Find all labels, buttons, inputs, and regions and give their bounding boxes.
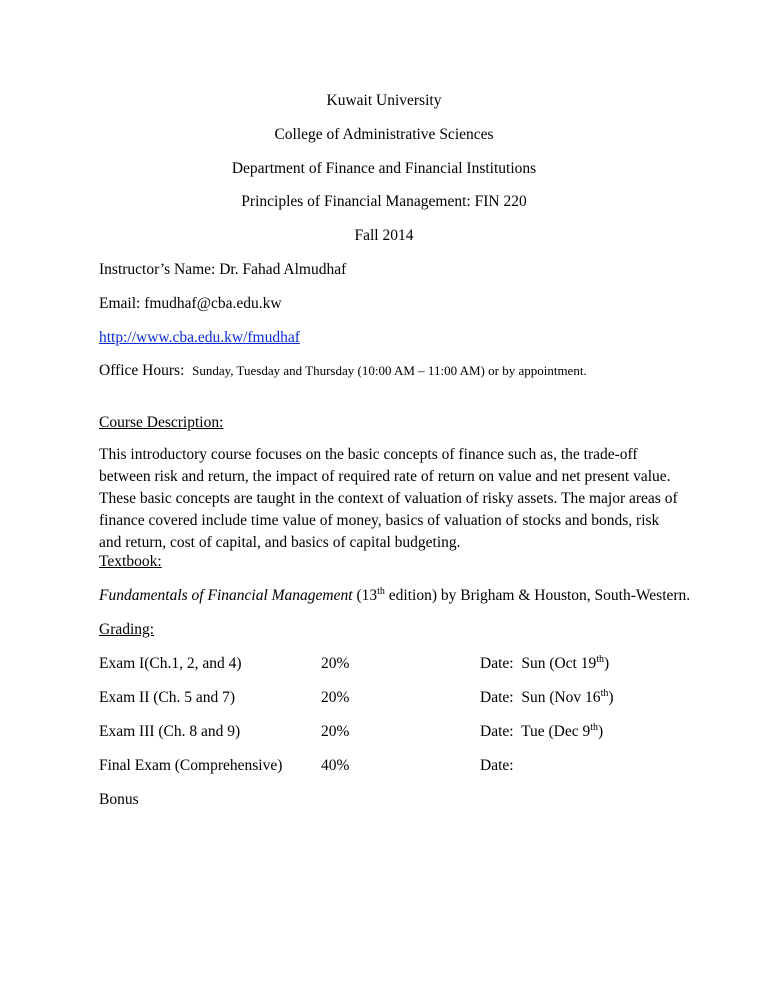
grading-item: Exam II (Ch. 5 and 7) <box>99 689 236 706</box>
grading-row <box>99 655 659 673</box>
department-name: Department of Finance and Financial Institutions <box>231 160 537 177</box>
course-title: Principles of Financial Management: FIN 220 <box>241 193 527 210</box>
grading-item: Exam I(Ch.1, 2, and 4) <box>99 655 242 672</box>
grading-weight: 20% <box>321 723 350 740</box>
textbook-title: Fundamentals of Financial Management <box>99 587 353 604</box>
grading-weight: 20% <box>321 655 350 672</box>
date-close: ) <box>608 689 614 706</box>
course-description-heading: Course Description: <box>99 414 224 431</box>
date-value: Tue (Dec 9 <box>521 723 591 740</box>
textbook-edition-sup: th <box>377 585 385 597</box>
textbook-edition: (13 <box>352 587 378 604</box>
term: Fall 2014 <box>354 227 414 244</box>
grading-weight: 40% <box>321 757 350 774</box>
grading-date <box>480 689 614 707</box>
textbook-publisher: edition) by Brigham & Houston, South-Western. <box>384 587 691 604</box>
grading-date <box>480 757 514 775</box>
grading-row <box>99 757 659 775</box>
office-hours-label: Office Hours: <box>99 362 185 379</box>
date-sup: th <box>590 721 599 733</box>
textbook-citation <box>99 587 690 605</box>
college-name: College of Administrative Sciences <box>274 126 494 143</box>
date-value: Sun (Nov 16 <box>521 689 601 706</box>
office-hours <box>99 362 587 380</box>
date-label: Date: <box>480 723 514 740</box>
date-sup: th <box>600 687 609 699</box>
grading-item: Exam III (Ch. 8 and 9) <box>99 723 241 740</box>
instructor-website-link[interactable]: http://www.cba.edu.kw/fmudhaf <box>99 329 300 346</box>
date-close: ) <box>604 655 610 672</box>
grading-date <box>480 723 603 741</box>
grading-bonus: Bonus <box>99 791 139 808</box>
date-close: ) <box>598 723 604 740</box>
date-label: Date: <box>480 689 514 706</box>
grading-row <box>99 689 659 707</box>
instructor-email: Email: fmudhaf@cba.edu.kw <box>99 295 282 312</box>
course-description-text: This introductory course focuses on the basic concepts of finance such as, the trade-off between risk and return, the impact of required rate of return on value and net present value. These basic concepts are taught in the context of valuation of risky assets. The major areas of finance covered include time value of money, basics of valuation of stocks and bonds, risk and return, cost of capital, and basics of capital budgeting. <box>99 446 678 551</box>
instructor-name: Instructor’s Name: Dr. Fahad Almudhaf <box>99 261 347 278</box>
grading-date <box>480 655 609 673</box>
grading-heading: Grading: <box>99 621 155 638</box>
textbook-heading: Textbook: <box>99 553 162 570</box>
grading-row <box>99 723 659 741</box>
grading-item: Final Exam (Comprehensive) <box>99 757 283 774</box>
date-sup: th <box>596 653 605 665</box>
office-hours-text: Sunday, Tuesday and Thursday (10:00 AM – 11:00 AM) or by appointment. <box>192 363 587 378</box>
grading-weight: 20% <box>321 689 350 706</box>
date-label: Date: <box>480 655 514 672</box>
university-name: Kuwait University <box>326 92 442 109</box>
date-value: Sun (Oct 19 <box>521 655 597 672</box>
date-label: Date: <box>480 757 514 774</box>
